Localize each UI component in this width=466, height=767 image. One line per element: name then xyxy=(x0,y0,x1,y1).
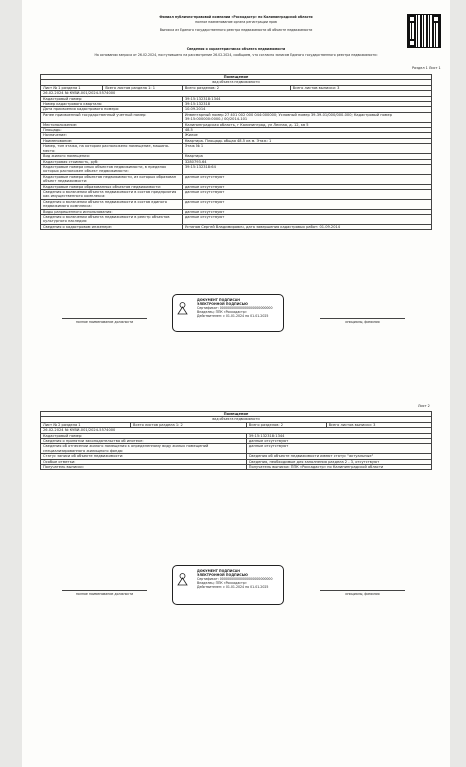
header-title: Выписка из Единого государственного реестра недвижимости об объекте недвижимости xyxy=(159,28,313,32)
signature-stamp-1 xyxy=(172,294,284,332)
sheet1-meta-0: Лист № 1 раздела 1 xyxy=(41,85,103,90)
row-label: Наименование: xyxy=(41,138,183,143)
sheet1-meta-1: Всего листов раздела 1: 1 xyxy=(103,85,182,90)
row-label: Сведения о принятии законодательства об ипотеке: xyxy=(41,439,247,444)
row-value: 39:15:132318 xyxy=(182,102,431,107)
row-label: Сведения о кадастровом инженере: xyxy=(41,224,183,229)
row-value: 48.5 xyxy=(182,128,431,133)
row-value: Получатель выписки: ППК «Роскадастр» по Калининградской области xyxy=(246,465,431,470)
row-value: данные отсутствуют xyxy=(246,439,431,444)
row-value: 10.09.2014 xyxy=(182,107,431,112)
header-subtitle: Сведения о характеристиках объекта недвижимости xyxy=(186,47,286,51)
sheet1-signature-name: инициалы, фамилия xyxy=(320,318,405,324)
sheet2-object-type-caption: вид объекта недвижимости xyxy=(41,417,432,422)
sheet2-object-type: Помещение xyxy=(41,412,432,417)
stamp2-line-3: Владелец: ППК «Роскадастр» xyxy=(197,581,247,585)
row-value: Сведения, необходимые для заполнения раздела 2 - 3, отсутствуют xyxy=(246,459,431,464)
header-organization: Филиал публично-правовой компании «Роскадастр» по Калининградской области xyxy=(159,15,313,19)
page-label-2: Лист 2 xyxy=(418,404,430,408)
row-label: Кадастровые номера иных объектов недвижимости, в пределах которых расположен объект недвижимости: xyxy=(41,164,183,174)
stamp1-line-2: Сертификат: 00000000000000000000000000 xyxy=(197,306,273,310)
stamp2-line-1: ЭЛЕКТРОННОЙ ПОДПИСЬЮ xyxy=(197,573,248,577)
sheet1-signature-position: полное наименование должности xyxy=(62,318,147,324)
row-label: Особые отметки: xyxy=(41,459,247,464)
header-org-caption: полное наименование органа регистрации прав xyxy=(195,20,277,24)
header-request-text: На основании запроса от 26.02.2024, поступившего на рассмотрение 26.02.2024, сообщаем, что согласно записям Единого государственного реестра недвижимости: xyxy=(94,53,378,57)
sheet2-meta-3: Всего листов выписки: 3 xyxy=(326,422,431,427)
table-row xyxy=(41,214,432,224)
row-label: Статус записи об объекте недвижимости: xyxy=(41,454,247,459)
stamp2-line-4: Действителен: с 01.01.2024 по 01.01.2025 xyxy=(197,585,269,589)
qr-code xyxy=(407,14,441,48)
table-row xyxy=(41,112,432,122)
sheet2-table xyxy=(40,411,432,470)
stamp2-line-0: ДОКУМЕНТ ПОДПИСАН xyxy=(197,569,240,573)
sheet2-signature-name: инициалы, фамилия xyxy=(320,590,405,596)
table-row xyxy=(41,189,432,199)
stamp2-line-2: Сертификат: 00000000000000000000000000 xyxy=(197,577,273,581)
table-row xyxy=(41,164,432,174)
row-label: Получатель выписки: xyxy=(41,465,247,470)
sheet1-meta-3: Всего листов выписки: 3 xyxy=(290,85,431,90)
row-label: Кадастровый номер: xyxy=(41,433,247,438)
row-label: Номер, тип этажа, на котором расположено помещение, машино-место: xyxy=(41,144,183,154)
row-value: Инвентарный номер 27 401 002 000 044:000000; Условный номер 39-39-01/000/000-000; Кадастровый номер 39:15:000000:0000-/ 00/2014-101 xyxy=(182,112,431,122)
row-value: данные отсутствуют xyxy=(182,199,431,209)
row-label: Ранее присвоенный государственный учетный номер: xyxy=(41,112,183,122)
page-label-1: Раздел 1 Лист 1 xyxy=(412,66,441,70)
signature-stamp-2 xyxy=(172,565,284,605)
table-row xyxy=(41,224,432,229)
document-sheet xyxy=(22,0,450,767)
row-value: 39:15:132318:64 xyxy=(182,164,431,174)
row-label: Кадастровые номера объектов недвижимости, из которых образован объект недвижимости: xyxy=(41,174,183,184)
row-value: 39:15:132318:1344 xyxy=(246,433,431,438)
row-value: Этаж № 1 xyxy=(182,144,431,154)
table-row xyxy=(41,144,432,154)
sheet2-meta-2: Всего разделов: 2 xyxy=(246,422,326,427)
row-value: Устинов Сергей Владимирович, дата завершения кадастровых работ: 01.09.2014 xyxy=(182,224,431,229)
sheet1-object-type-caption: вид объекта недвижимости xyxy=(41,80,432,85)
row-value: Жилое xyxy=(182,133,431,138)
sheet1-table xyxy=(40,74,432,230)
row-label: Площадь: xyxy=(41,128,183,133)
sheet1-meta-2: Всего разделов: 2 xyxy=(182,85,290,90)
row-value: данные отсутствуют xyxy=(182,209,431,214)
row-value: Квартира xyxy=(182,154,431,159)
row-label: Сведения о включении объекта недвижимости в состав предприятия как имущественного комплекса: xyxy=(41,189,183,199)
sheet2-meta-0: Лист № 2 раздела 1 xyxy=(41,422,131,427)
sheet2-meta-1: Всего листов раздела 1: 2 xyxy=(131,422,247,427)
row-label: Назначение: xyxy=(41,133,183,138)
row-label: Дата присвоения кадастрового номера: xyxy=(41,107,183,112)
row-value: данные отсутствуют xyxy=(182,214,431,224)
row-value: Сведения об объекте недвижимости имеют статус "актуальные" xyxy=(246,454,431,459)
row-value: Калининградская область, г Калининград, ул Лесная, д. 12, кв 5 xyxy=(182,122,431,127)
row-label: Сведения о включении объекта недвижимости в состав единого недвижимого комплекса: xyxy=(41,199,183,209)
sheet2-date-number: 26.02.2024 № КУВИ-001/2024-5574000 xyxy=(41,428,432,433)
sheet2-signature-position: полное наименование должности xyxy=(62,590,147,596)
sheet1-object-type: Помещение xyxy=(41,75,432,80)
row-label: Виды разрешенного использования: xyxy=(41,209,183,214)
row-value: данные отсутствуют xyxy=(182,189,431,199)
table-row xyxy=(41,199,432,209)
row-value: данные отсутствуют xyxy=(182,174,431,184)
row-value: данные отсутствуют xyxy=(182,184,431,189)
table-row xyxy=(41,174,432,184)
row-value: Квартира. Площадь общая 48.5 кв м. Этаж: 1 xyxy=(182,138,431,143)
row-label: Номер кадастрового квартала: xyxy=(41,102,183,107)
row-label: Сведения об отнесении жилого помещения к определенному виду жилых помещений специализированного жилищного фонда: xyxy=(41,444,247,454)
row-label: Местоположение: xyxy=(41,122,183,127)
row-label: Вид жилого помещения: xyxy=(41,154,183,159)
table-row xyxy=(41,444,432,454)
row-value: 3280793.64 xyxy=(182,159,431,164)
stamp1-line-3: Владелец: ППК «Роскадастр» xyxy=(197,310,247,314)
row-label: Кадастровый номер: xyxy=(41,96,183,101)
table-row xyxy=(41,465,432,470)
sheet1-date-number: 26.02.2024 № КУВИ-001/2024-5574000 xyxy=(41,91,432,96)
emblem-icon xyxy=(177,573,188,586)
row-label: Сведения о включении объекта недвижимости в реестр объектов культурного наследия: xyxy=(41,214,183,224)
stamp1-line-0: ДОКУМЕНТ ПОДПИСАН xyxy=(197,298,240,302)
row-value: 39:15:132318:1344 xyxy=(182,96,431,101)
row-value: данные отсутствуют xyxy=(246,444,431,454)
emblem-icon xyxy=(177,302,188,315)
stamp1-line-4: Действителен: с 01.01.2024 по 01.01.2025 xyxy=(197,314,269,318)
row-label: Кадастровая стоимость, руб: xyxy=(41,159,183,164)
row-label: Кадастровые номера образованных объектов недвижимости: xyxy=(41,184,183,189)
stamp1-line-1: ЭЛЕКТРОННОЙ ПОДПИСЬЮ xyxy=(197,302,248,306)
